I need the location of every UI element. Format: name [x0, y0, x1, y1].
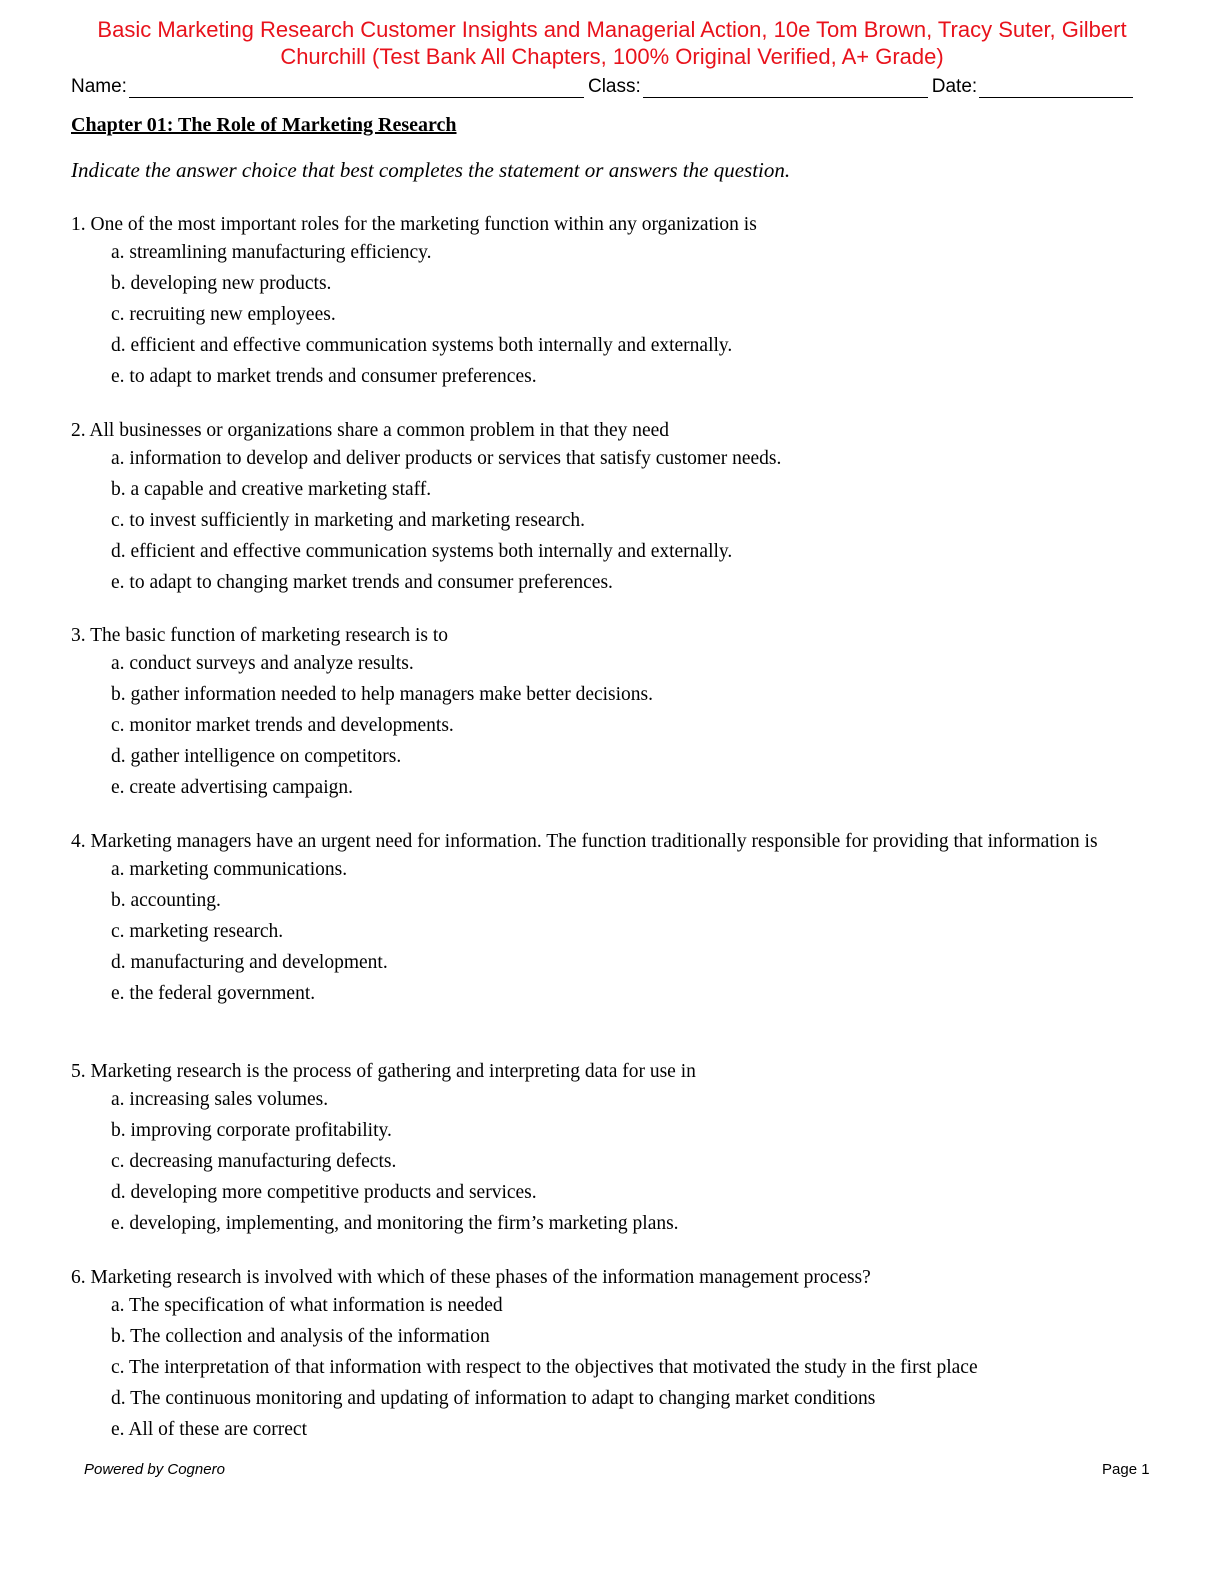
answer-choice-e: e. All of these are correct: [111, 1419, 307, 1440]
answer-choice-e: e. create advertising campaign.: [111, 777, 354, 798]
answer-choice-a: a. streamlining manufacturing efficiency.: [111, 242, 432, 263]
answer-choice-e: e. to adapt to changing market trends and consumer preferences.: [111, 572, 613, 593]
question-2: [71, 418, 1151, 598]
footer-page-number: Page 1: [1102, 1461, 1150, 1478]
class-label: Class:: [587, 76, 641, 97]
answer-choice-a: a. conduct surveys and analyze results.: [111, 653, 414, 674]
class-blank: [643, 76, 928, 98]
answer-choice-c: c. to invest sufficiently in marketing and marketing research.: [111, 510, 585, 531]
answer-choice-c: c. The interpretation of that information with respect to the objectives that motivated the study in the first place: [111, 1357, 978, 1378]
student-info-row: [71, 72, 1143, 98]
question-stem: 5. Marketing research is the process of gathering and interpreting data for use in: [71, 1061, 696, 1082]
answer-choice-d: d. developing more competitive products and services.: [111, 1182, 537, 1203]
question-stem: 3. The basic function of marketing research is to: [71, 625, 449, 646]
answer-choice-d: d. gather intelligence on competitors.: [111, 746, 402, 767]
answer-choice-c: c. recruiting new employees.: [111, 304, 336, 325]
answer-choice-a: a. information to develop and deliver products or services that satisfy customer needs.: [111, 448, 782, 469]
answer-choice-d: d. efficient and effective communication systems both internally and externally.: [111, 335, 733, 356]
instructions: Indicate the answer choice that best completes the statement or answers the question.: [71, 158, 791, 182]
answer-choice-c: c. marketing research.: [111, 921, 284, 942]
question-5: [71, 1059, 1151, 1239]
date-label: Date:: [931, 76, 978, 97]
date-blank: [979, 76, 1133, 98]
question-6: [71, 1265, 1151, 1445]
document-banner: [0, 16, 1224, 70]
question-4: [71, 829, 1151, 1009]
question-stem: 4. Marketing managers have an urgent need for information. The function traditionally responsible for providing that information is: [71, 831, 1098, 852]
banner-line-1: Basic Marketing Research Customer Insights and Managerial Action, 10e Tom Brown, Tracy Suter, Gilbert: [97, 17, 1127, 42]
answer-choice-c: c. monitor market trends and developments.: [111, 715, 454, 736]
question-1: [71, 212, 1151, 392]
question-stem: 2. All businesses or organizations share a common problem in that they need: [71, 420, 670, 441]
answer-choice-b: b. a capable and creative marketing staff.: [111, 479, 432, 500]
question-3: [71, 623, 1151, 803]
answer-choice-b: b. accounting.: [111, 890, 221, 911]
answer-choice-a: a. The specification of what information is needed: [111, 1295, 503, 1316]
answer-choice-a: a. marketing communications.: [111, 859, 348, 880]
answer-choice-e: e. to adapt to market trends and consumer preferences.: [111, 366, 537, 387]
footer-powered-by: Powered by Cognero: [84, 1461, 225, 1478]
answer-choice-b: b. improving corporate profitability.: [111, 1120, 392, 1141]
answer-choice-b: b. developing new products.: [111, 273, 332, 294]
answer-choice-c: c. decreasing manufacturing defects.: [111, 1151, 397, 1172]
answer-choice-d: d. efficient and effective communication systems both internally and externally.: [111, 541, 733, 562]
chapter-title: Chapter 01: The Role of Marketing Research: [71, 114, 457, 136]
answer-choice-b: b. gather information needed to help managers make better decisions.: [111, 684, 654, 705]
answer-choice-e: e. developing, implementing, and monitoring the firm’s marketing plans.: [111, 1213, 679, 1234]
answer-choice-b: b. The collection and analysis of the information: [111, 1326, 490, 1347]
answer-choice-e: e. the federal government.: [111, 983, 316, 1004]
answer-choice-d: d. The continuous monitoring and updating of information to adapt to changing market conditions: [111, 1388, 876, 1409]
question-stem: 6. Marketing research is involved with which of these phases of the information management process?: [71, 1267, 871, 1288]
banner-line-2: Churchill (Test Bank All Chapters, 100% Original Verified, A+ Grade): [280, 44, 944, 69]
answer-choice-d: d. manufacturing and development.: [111, 952, 388, 973]
question-stem: 1. One of the most important roles for the marketing function within any organization is: [71, 214, 757, 235]
answer-choice-a: a. increasing sales volumes.: [111, 1089, 329, 1110]
name-blank: [129, 76, 584, 98]
name-label: Name:: [71, 76, 127, 97]
